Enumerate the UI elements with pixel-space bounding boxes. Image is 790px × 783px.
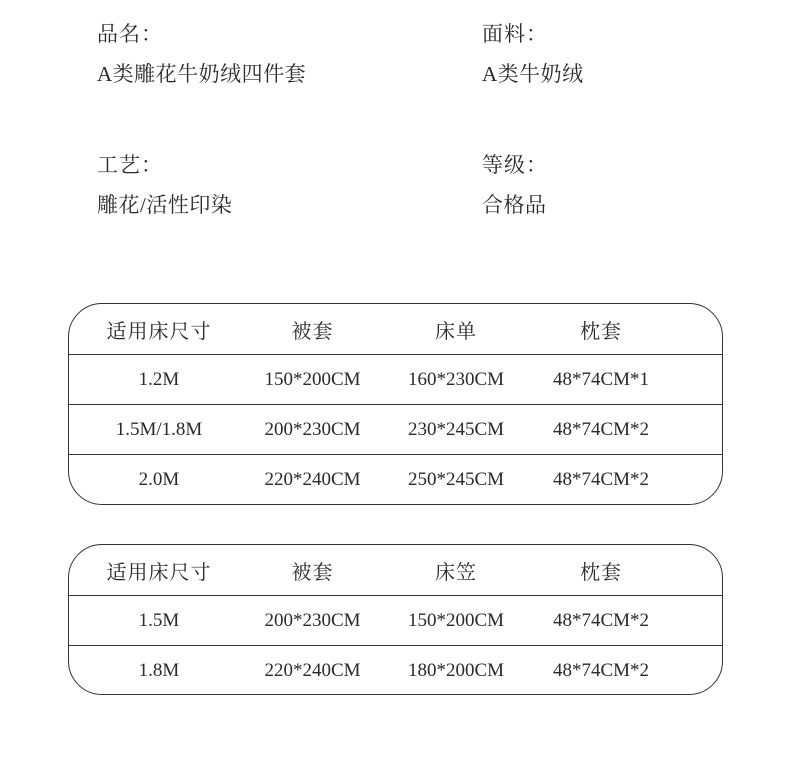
table-cell: 200*230CM xyxy=(264,609,361,631)
spec-label: 等级： xyxy=(482,153,548,177)
spec-value: A类牛奶绒 xyxy=(482,62,584,86)
table-cell: 160*230CM xyxy=(407,368,505,390)
table-cell: 1.5M xyxy=(138,609,180,631)
spec-value: 雕花/活性印染 xyxy=(97,193,233,217)
table-cell: 150*200CM xyxy=(407,609,505,631)
size-table-fitted-set xyxy=(68,544,723,695)
header-cell: 床笠 xyxy=(435,561,477,584)
spec-grade xyxy=(482,153,548,217)
table-cell: 48*74CM*2 xyxy=(552,609,650,631)
spec-craft xyxy=(97,153,232,217)
spec-fabric xyxy=(482,22,584,86)
table-cell: 200*230CM xyxy=(264,418,361,440)
table-cell: 1.8M xyxy=(138,659,180,681)
header-cell: 适用床尺寸 xyxy=(106,320,212,343)
table-cell: 150*200CM xyxy=(264,368,361,390)
table-cell: 1.2M xyxy=(138,368,180,390)
spec-label: 工艺： xyxy=(97,153,163,177)
table-header-row xyxy=(69,304,722,354)
header-cell: 枕套 xyxy=(580,320,622,343)
header-cell: 被套 xyxy=(291,561,334,584)
table-cell: 48*74CM*2 xyxy=(552,468,650,490)
size-table-sheet-set xyxy=(68,303,723,505)
table-cell: 2.0M xyxy=(138,468,180,490)
header-cell: 适用床尺寸 xyxy=(106,561,212,584)
spec-value: 合格品 xyxy=(482,193,547,217)
header-cell: 床单 xyxy=(435,320,477,343)
header-cell: 枕套 xyxy=(580,561,622,584)
table-cell: 250*245CM xyxy=(407,468,505,490)
table-cell: 48*74CM*2 xyxy=(552,659,650,681)
table-cell: 48*74CM*2 xyxy=(552,418,650,440)
table-header-row xyxy=(69,545,722,595)
table-row xyxy=(69,404,722,454)
table-row xyxy=(69,645,722,695)
table-row xyxy=(69,354,722,404)
table-row xyxy=(69,595,722,645)
spec-value: A类雕花牛奶绒四件套 xyxy=(97,62,307,86)
spec-product-name xyxy=(97,22,306,86)
table-cell: 220*240CM xyxy=(264,468,361,490)
spec-label: 面料： xyxy=(482,22,548,46)
table-cell: 180*200CM xyxy=(407,659,505,681)
table-row xyxy=(69,454,722,504)
table-cell: 48*74CM*1 xyxy=(552,368,650,390)
table-cell: 220*240CM xyxy=(264,659,361,681)
table-cell: 1.5M/1.8M xyxy=(115,418,203,440)
header-cell: 被套 xyxy=(291,320,334,343)
table-cell: 230*245CM xyxy=(407,418,505,440)
spec-label: 品名： xyxy=(97,22,163,46)
